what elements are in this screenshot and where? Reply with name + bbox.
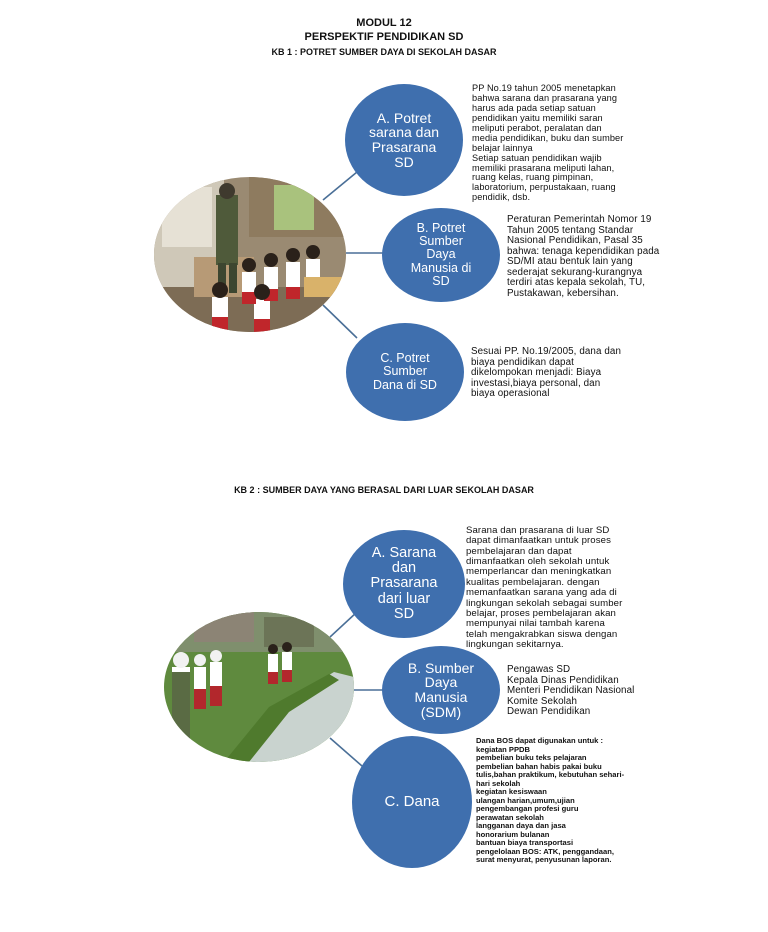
circle-a-sarana-luar: A. Sarana dan Prasarana dari luar SD — [343, 530, 465, 638]
classroom-photo — [154, 177, 346, 332]
circle-c-potret-dana: C. Potret Sumber Dana di SD — [346, 323, 464, 421]
text-sdm-luar: Pengawas SD Kepala Dinas Pendidikan Menteri Pendidikan Nasional Komite Sekolah Dewan Pendidikan — [507, 664, 635, 718]
text-dana: Sesuai PP. No.19/2005, dana dan biaya pendidikan dapat dikelompokan menjadi: Biaya investasi,biaya personal, dan biaya operasional — [471, 346, 621, 400]
kb2-heading: KB 2 : SUMBER DAYA YANG BERASAL DARI LUAR SEKOLAH DASAR — [234, 485, 534, 495]
text-sarana-prasarana: PP No.19 tahun 2005 menetapkan bahwa sarana dan prasarana yang harus ada pada setiap satuan pendidikan yaitu memiliki saran meliputi perabot, peralatan dan media pendidikan, buku dan sumber belajar lainnya Setiap satuan pendidikan wajib memiliki prasarana meliputi lahan, ruang kelas, ruang pimpinan, laboratorium, perpustakaan, ruang pendidik, dsb. — [472, 83, 624, 203]
circle-b-sdm-luar: B. Sumber Daya Manusia (SDM) — [382, 646, 500, 734]
text-sarana-luar: Sarana dan prasarana di luar SD dapat dimanfaatkan untuk proses pembelajaran dan dapat dimanfaatkan oleh sekolah untuk memperlancar dan meningkatkan kualitas pembelajaran. dengan memanfaatkan sarana yang ada di lingkungan sekolah sebagai sumber belajar, proses pembelajaran akan mempunyai nilai tambah karena telah mengakrabkan siswa dengan lingkungan sekitarnya. — [466, 525, 623, 650]
outdoor-stream-photo — [164, 612, 354, 762]
circle-a-potret-sarana: A. Potret sarana dan Prasarana SD — [345, 84, 463, 196]
circle-b-potret-sdm: B. Potret Sumber Daya Manusia di SD — [382, 208, 500, 302]
module-number: MODUL 12 — [356, 17, 412, 29]
kb1-heading: KB 1 : POTRET SUMBER DAYA DI SEKOLAH DASAR — [271, 47, 497, 57]
text-dana-bos: Dana BOS dapat digunakan untuk : kegiatan PPDB pembelian buku teks pelajaran pembelian bahan habis pakai buku tulis,bahan praktikum, kebutuhan sehari- hari sekolah kegiatan kesiswaan ulangan harian,umum,ujian pengembangan profesi guru perawatan sekolah langganan daya dan jasa honorarium bulanan bantuan biaya transportasi pengelolaan BOS: ATK, penggandaan, surat menyurat, penyusunan laporan. — [476, 736, 625, 864]
circle-c-dana-luar: C. Dana — [352, 736, 472, 868]
text-sdm: Peraturan Pemerintah Nomor 19 Tahun 2005 tentang Standar Nasional Pendidikan, Pasal 35 bahwa: tenaga kependidikan pada SD/MI atau bentuk lain yang sederajat sekurang-kurangnya terdiri atas kepala sekolah, TU, Pustakawan, kebersihan. — [507, 214, 660, 300]
document-title: PERSPEKTIF PENDIDIKAN SD — [304, 31, 464, 43]
